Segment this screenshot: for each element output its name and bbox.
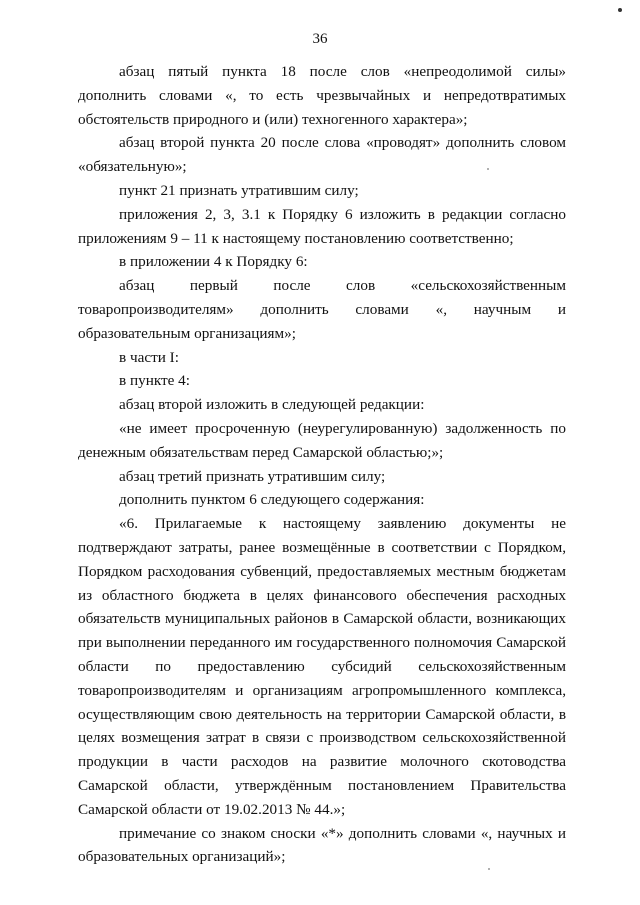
paragraph: абзац первый после слов «сельскохозяйственным товаропроизводителям» дополнить словами «, научным и образовательным организациям»; — [78, 277, 566, 342]
paragraph: примечание со знаком сноски «*» дополнить словами «, научных и образовательных организаций»; — [78, 824, 566, 866]
paragraph: абзац пятый пункта 18 после слов «непреодолимой силы» дополнить словами «, то есть чрезвычайных и непредотвратимых обстоятельств природного и (или) техногенного характера»; — [78, 63, 566, 128]
paragraph: приложения 2, 3, 3.1 к Порядку 6 изложить в редакции согласно приложениям 9 – 11 к настоящему постановлению соответственно; — [78, 205, 566, 247]
paragraph: в пункте 4: — [119, 372, 190, 390]
paragraph: пункт 21 признать утратившим силу; — [119, 181, 359, 199]
scan-mark — [618, 8, 622, 12]
paragraph: абзац третий признать утратившим силу; — [119, 467, 386, 485]
page-number: 36 — [312, 31, 328, 47]
paragraph: в приложении 4 к Порядку 6: — [119, 253, 308, 271]
paragraph: в части I: — [119, 348, 179, 366]
paragraph: «6. Прилагаемые к настоящему заявлению документы не подтверждают затраты, ранее возмещённые в соответствии с Порядком, Порядком расходования субвенций, предоставляемых местным бюджетам из областного бюджета в целях финансового обеспечения расходных обязательств муниципальных районов в Самарской области, возникающих при выполнении переданного им государственного полномочия Самарской области по предоставлению субсидий сельскохозяйственным товаропроизводителям и организациям агропромышленного комплекса, осуществляющим свою деятельность на территории Самарской области, в целях возмещения затрат в связи с производством сельскохозяйственной продукции в части расходов на развитие молочного скотоводства Самарской области, утверждённым постановлением Правительства Самарской области от 19.02.2013 № 44.»; — [78, 515, 566, 818]
scan-speck — [487, 168, 489, 170]
paragraph: абзац второй пункта 20 после слова «проводят» дополнить словом «обязательную»; — [78, 134, 566, 176]
paragraph: дополнить пунктом 6 следующего содержания: — [119, 491, 425, 509]
document-body — [78, 60, 566, 869]
paragraph: абзац второй изложить в следующей редакции: — [119, 396, 425, 414]
paragraph: «не имеет просроченную (неурегулированную) задолженность по денежным обязательствам перед Самарской областью;»; — [78, 419, 566, 461]
scan-speck — [488, 868, 490, 870]
